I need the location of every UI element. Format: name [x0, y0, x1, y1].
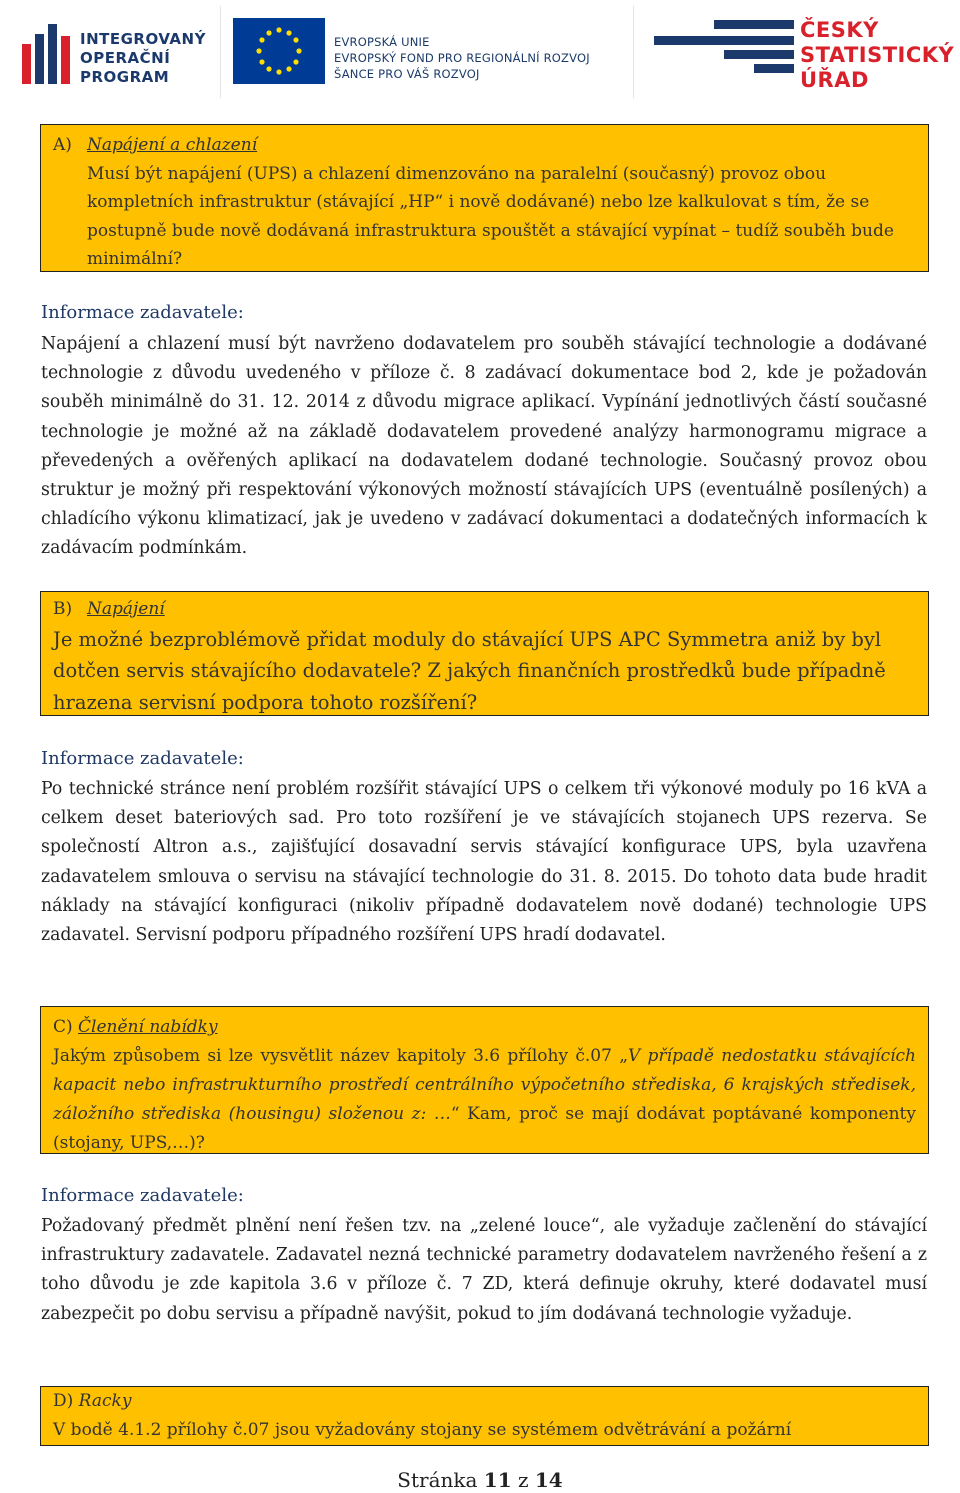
czso-stripes-icon: [654, 20, 794, 90]
question-d-heading: [53, 1387, 916, 1416]
question-b-title: Napájení: [87, 599, 165, 619]
question-box-a: [40, 124, 929, 272]
question-c-title: Členění nabídky: [78, 1017, 218, 1037]
czso-logo-text: [800, 18, 954, 93]
iop-logo: [8, 6, 212, 98]
iop-logo-text: INTEGROVANÝ OPERAČNÍ PROGRAM: [80, 30, 206, 86]
footer-prefix: Stránka: [397, 1468, 478, 1492]
page-footer: [0, 1468, 960, 1492]
question-b-heading: [53, 595, 916, 624]
answer-c-heading: Informace zadavatele:: [41, 1185, 244, 1206]
czso-line-3: ÚŘAD: [800, 68, 869, 92]
question-box-d: [40, 1386, 929, 1446]
question-c-quote: V případě nedostatku stávajících kapacit nebo infrastrukturního prostředí centrálního výpočetního střediska, 6 krajských středisek, záložního střediska (housingu) složenou z: …: [53, 1046, 916, 1124]
question-b-letter: B): [53, 599, 73, 619]
question-a-letter: A): [53, 135, 72, 155]
question-c-heading: [53, 1013, 916, 1042]
answer-a-heading: Informace zadavatele:: [41, 302, 244, 323]
question-box-b: [40, 591, 929, 716]
czso-line-2: STATISTICKÝ: [800, 43, 955, 67]
eu-line-3: ŠANCE PRO VÁŠ ROZVOJ: [334, 67, 480, 81]
footer-page-total: 14: [534, 1468, 563, 1492]
czso-logo: [650, 10, 955, 100]
answer-b-heading: Informace zadavatele:: [41, 748, 244, 769]
czso-line-1: ČESKÝ: [800, 18, 879, 42]
footer-page-number: 11: [483, 1468, 512, 1492]
answer-a-text: Napájení a chlazení musí být navrženo dodavatelem pro souběh stávající technologie a dodávané technologie z důvodu uvedeného v příloze č. 8 zadávací dokumentace bod 2, kde je požadován souběh minimálně do 31. 12. 2014 z důvodu migrace aplikací. Vypínání jednotlivých částí současné technologie je možné až na základě dodavatelem provedené analýzy harmonogramu migrace a převedených a ověřených aplikací na dodavatelem dodané technologie. Současný provoz obou struktur je možný při respektování výkonových možností stávajících UPS (eventuálně posílených) a chladícího výkonu klimatizací, jak je uvedeno v zadávací dokumentaci a dodatečných informacích k zadávacím podmínkám.: [41, 334, 927, 559]
question-b-text: Je možné bezproblémově přidat moduly do stávající UPS APC Symmetra aniž by byl dotčen servis stávajícího dodavatele? Z jakých finančních prostředků bude případně hrazena servisní podpora tohoto rozšíření?: [53, 627, 886, 714]
eu-logo: [220, 6, 634, 98]
question-d-letter: D): [53, 1391, 74, 1411]
footer-separator: z: [517, 1468, 529, 1492]
iop-bars-icon: [22, 22, 76, 84]
question-d-title: Racky: [78, 1391, 132, 1411]
question-a-text: Musí být napájení (UPS) a chlazení dimenzováno na paralelní (současný) provoz obou kompletních infrastruktur (stávající „HP“ i nově dodávané) nebo lze kalkulovat s tím, že se postupně bude nově dodávaná infrastruktura spouštět a stávající vypínat – tudíž souběh bude minimální?: [87, 163, 894, 269]
question-box-c: [40, 1006, 929, 1154]
question-c-pre: Jakým způsobem si lze vysvětlit název kapitoly 3.6 přílohy č.07 „: [53, 1046, 628, 1066]
answer-b-text: Po technické stránce není problém rozšířit stávající UPS o celkem tři výkonové moduly po 16 kVA a celkem deset bateriových sad. Pro toto rozšíření je ve stávajících stojanech UPS rezerva. Se společností Altron a.s., zajišťující dosavadní servis stávající konfigurace UPS, byla uzavřena zadavatelem smlouva o servisu na stávající technologie do 31. 8. 2015. Do tohoto data bude hradit náklady na stávající konfiguraci (nikoliv případně dodavatelem nově dodané) technologie UPS zadavatel. Servisní podporu případného rozšíření UPS hradí dodavatel.: [41, 779, 927, 946]
question-c-post: “ Kam, proč se mají dodávat poptávané komponenty (stojany, UPS,…)?: [53, 1104, 916, 1153]
eu-line-2: EVROPSKÝ FOND PRO REGIONÁLNÍ ROZVOJ: [334, 51, 590, 65]
question-d-text: V bodě 4.1.2 přílohy č.07 jsou vyžadovány stojany se systémem odvětrávání a požární: [53, 1419, 792, 1440]
answer-c-text: Požadovaný předmět plnění není řešen tzv. na „zelené louce“, ale vyžaduje začlenění do stávající infrastruktury zadavatele. Zadavatel nezná technické parametry dodavatelem navrženého řešení a z toho důvodu je zde kapitola 3.6 v příloze č. 7 ZD, která definuje okruhy, které dodavatel musí zabezpečit po dobu servisu a případně navýšit, pokud to jím dodávaná technologie vyžaduje.: [41, 1216, 927, 1324]
question-a-title: Napájení a chlazení: [87, 135, 258, 155]
question-c-text: [53, 1042, 916, 1158]
question-a-heading: [53, 131, 916, 160]
eu-line-1: EVROPSKÁ UNIE: [334, 35, 430, 49]
question-c-letter: C): [53, 1017, 73, 1037]
page-header: [0, 0, 960, 102]
eu-flag-icon: [233, 18, 325, 84]
eu-logo-text: [334, 34, 590, 82]
